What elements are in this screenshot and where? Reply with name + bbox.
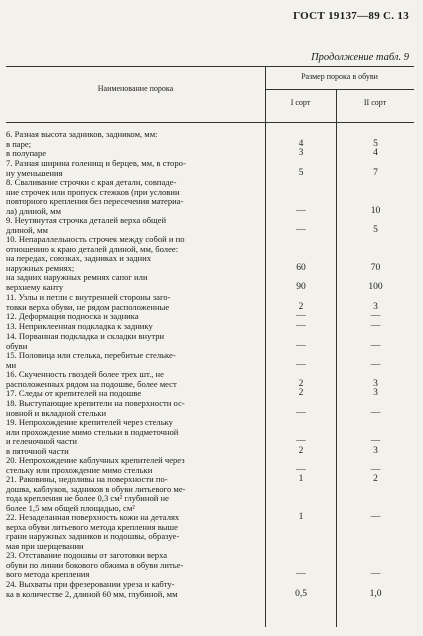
description-line: 18. Выступающие крепители на поверхности ос-: [6, 399, 185, 408]
value-line: 2: [298, 378, 304, 389]
value-line: 2: [373, 474, 378, 484]
description-line: обуви: [6, 340, 28, 351]
grade1-value: [266, 293, 336, 312]
description-line: тода крепления не более 0,3 см² глубиной не: [6, 493, 169, 504]
value-line: [266, 188, 336, 198]
value-line: 2: [298, 388, 304, 398]
defect-description: [6, 418, 261, 456]
value-line: 1,0: [369, 588, 382, 599]
value-line: [337, 542, 414, 552]
grade1-value: [266, 235, 336, 293]
value-line: 3: [373, 388, 378, 398]
value-line: —: [370, 340, 381, 351]
description-line: наружных ремнях;: [6, 262, 75, 273]
description-line: 7. Разная ширина голенищ и берцев, мм, в сторо-: [6, 159, 186, 168]
description-line: и геленочной части: [6, 436, 78, 447]
grade1-value: [266, 178, 336, 216]
grade1-value: [266, 418, 336, 456]
value-line: 5: [373, 138, 378, 149]
value-line: —: [296, 340, 306, 351]
grade2-value: [337, 456, 414, 475]
description-line: верха обуви литьевого метода крепления выше: [6, 521, 178, 532]
value-line: 3: [373, 445, 378, 456]
description-line: обуви по линии бокового обжима в обуви литье-: [6, 559, 184, 570]
description-line: на задних наружных ремнях сапог или: [6, 272, 148, 283]
description-line: 23. Отставание подошвы от заготовки верха: [6, 551, 168, 560]
grade2-value: [337, 513, 414, 551]
value-line: [337, 235, 414, 245]
value-line: [337, 523, 414, 533]
grade1-value: [266, 399, 336, 418]
value-line: 1: [298, 512, 304, 522]
value-line: [337, 245, 414, 255]
defect-description: [6, 399, 261, 418]
description-line: 6. Разная высота задников, задником, мм:: [6, 130, 158, 139]
value-line: 3: [373, 301, 378, 312]
defect-description: [6, 456, 261, 475]
value-line: 60: [296, 262, 306, 273]
description-line: в пяточной части: [6, 445, 69, 456]
description-line: повторного крепления без пересечения материа-: [6, 196, 184, 207]
description-line: 8. Сваливание строчки с края детали, совпаде-: [6, 178, 177, 187]
value-line: 7: [373, 167, 378, 178]
grade2-value: [337, 580, 414, 599]
grade2-value: [337, 235, 414, 293]
value-line: [266, 485, 336, 495]
description-line: 21. Раковины, недоливы на поверхности по-: [6, 475, 168, 484]
grade2-value: [337, 389, 414, 399]
defect-description: [6, 370, 261, 389]
description-line: 17. Следы от крепителей на подошве: [6, 389, 142, 398]
grade1-value: [266, 475, 336, 513]
value-line: 4: [298, 138, 304, 149]
value-line: [266, 178, 336, 188]
grade2-value: [337, 418, 414, 456]
description-line: 12. Деформация подноска и задника: [6, 312, 139, 321]
value-line: 100: [368, 281, 383, 292]
description-line: отношению к краю деталей длиной, мм, более:: [6, 243, 179, 254]
value-line: —: [370, 569, 381, 580]
description-line: на передах, союзках, задниках и задних: [6, 253, 152, 264]
defect-description: [6, 159, 261, 178]
grade1-value: [266, 322, 336, 332]
value-line: —: [370, 407, 381, 418]
value-line: [337, 485, 414, 495]
grade2-value: [337, 475, 414, 513]
value-line: 3: [298, 148, 304, 159]
description-line: ние строчек или пропуск стежков (при условии: [6, 186, 180, 197]
grade2-value: [337, 159, 414, 178]
defect-description: [6, 580, 261, 599]
defect-description: [6, 312, 261, 322]
grade1-value: [266, 216, 336, 235]
value-line: —: [296, 205, 306, 216]
value-line: [266, 494, 336, 504]
value-line: [266, 542, 336, 552]
value-line: [337, 551, 414, 561]
description-line: или прохождение мимо стельки в подметочной: [6, 426, 179, 437]
description-line: ну уменьшения: [6, 167, 63, 178]
description-line: длиной, мм: [6, 224, 48, 235]
value-line: —: [296, 311, 306, 321]
grade2-value: [337, 370, 414, 389]
grade2-value: [337, 332, 414, 351]
grade1-value: [266, 456, 336, 475]
value-line: —: [296, 224, 306, 235]
value-line: [266, 235, 336, 245]
description-line: в паре;: [6, 138, 32, 149]
value-line: [266, 551, 336, 561]
description-line: ми: [6, 359, 17, 370]
description-line: 16. Скученность гвоздей более трех шт., не: [6, 370, 164, 379]
grade1-value: [266, 159, 336, 178]
value-line: —: [296, 464, 306, 475]
description-line: более 1,5 мм общей площадью, см²: [6, 502, 135, 513]
grade2-value: [337, 130, 414, 159]
defect-description: [6, 513, 261, 551]
description-line: товки верха обуви, не рядом расположенные: [6, 301, 170, 312]
value-line: [337, 188, 414, 198]
value-line: [337, 418, 414, 428]
grade1-value: [266, 389, 336, 399]
column-header-grade2: II сорт: [363, 98, 387, 107]
table-continuation-label: Продолжение табл. 9: [311, 52, 409, 63]
value-line: 2: [298, 445, 304, 456]
value-line: [337, 532, 414, 542]
defect-description: [6, 322, 261, 332]
description-line: 20. Непрохождение каблучных крепителей через: [6, 456, 185, 465]
value-line: —: [370, 436, 381, 447]
value-line: [266, 418, 336, 428]
value-line: [266, 245, 336, 255]
defect-description: [6, 351, 261, 370]
grade2-value: [337, 351, 414, 370]
column-header-name: Наименование порока: [97, 84, 174, 93]
value-line: 1: [298, 474, 304, 484]
value-line: 0,5: [295, 588, 307, 599]
grade2-value: [337, 322, 414, 332]
defects-table: [6, 66, 414, 627]
description-line: ла) длиной, мм: [6, 205, 62, 216]
defect-description: [6, 130, 261, 159]
defect-description: [6, 551, 261, 580]
defect-description: [6, 293, 261, 312]
defect-description: [6, 332, 261, 351]
column-header-grade1: I сорт: [290, 98, 311, 107]
page-header: ГОСТ 19137—89 С. 13: [293, 10, 409, 22]
grade2-value: [337, 399, 414, 418]
value-line: 3: [373, 378, 378, 389]
value-line: 70: [370, 262, 381, 273]
grade1-value: [266, 130, 336, 159]
description-line: дошва, каблуков, задников в обуви литьевого ме-: [6, 483, 186, 494]
description-line: 10. Непараллельность строчек между собой и по: [6, 235, 185, 244]
description-line: 11. Узлы и петли с внутренней стороны заго-: [6, 293, 171, 302]
description-line: 19. Непрохождение крепителей через стельку: [6, 418, 173, 427]
value-line: —: [296, 321, 306, 331]
description-line: стельку или прохождение мимо стельки: [6, 464, 153, 475]
grade1-value: [266, 370, 336, 389]
table-body: [6, 124, 414, 624]
column-header-size: Размер порока в обуви: [301, 72, 378, 81]
defect-description: [6, 178, 261, 216]
value-line: —: [296, 359, 306, 370]
description-line: мая при шерщевании: [6, 540, 84, 551]
value-line: 10: [370, 205, 381, 216]
value-line: —: [370, 464, 381, 475]
value-line: 5: [373, 224, 378, 235]
value-line: [337, 494, 414, 504]
description-line: грани наружных задников и подошвы, образуе-: [6, 531, 180, 542]
value-line: [337, 178, 414, 188]
description-line: 24. Выхваты при фрезеровании уреза и кабту-: [6, 580, 175, 589]
description-line: верхнему канту: [6, 281, 64, 292]
defect-description: [6, 216, 261, 235]
description-line: вого метода крепления: [6, 569, 90, 580]
grade1-value: [266, 332, 336, 351]
defect-description: [6, 389, 261, 399]
description-line: 15. Половица или стелька, перебитые стельке-: [6, 351, 176, 360]
defect-description: [6, 235, 261, 293]
value-line: 5: [298, 167, 304, 178]
value-line: —: [370, 359, 381, 370]
header-divider: [265, 89, 414, 90]
grade2-value: [337, 178, 414, 216]
description-line: 22. Незаделанная поверхность кожи на деталях: [6, 513, 180, 522]
grade2-value: [337, 293, 414, 312]
value-line: —: [296, 569, 306, 580]
description-line: расположенных рядом на подошве, более мест: [6, 378, 177, 389]
description-line: 14. Порванная подкладка и складки внутри: [6, 332, 165, 341]
value-line: 90: [296, 281, 306, 292]
description-line: ка в количестве 2, длиной 60 мм, глубиной, мм: [6, 588, 178, 599]
value-line: —: [296, 407, 306, 418]
description-line: новной и вкладной стельки: [6, 407, 107, 418]
description-line: в полупаре: [6, 148, 47, 159]
value-line: —: [296, 436, 306, 447]
header-bottom-rule: [6, 122, 414, 123]
description-line: 9. Неутянутая строчка деталей верха общей: [6, 216, 167, 225]
description-line: 13. Неприклеенная подкладка к заднику: [6, 322, 153, 331]
defect-description: [6, 475, 261, 513]
value-line: —: [370, 311, 381, 321]
value-line: [266, 532, 336, 542]
value-line: —: [370, 321, 381, 331]
grade2-value: [337, 551, 414, 580]
value-line: —: [370, 512, 381, 522]
grade1-value: [266, 513, 336, 551]
value-line: 4: [373, 148, 378, 159]
value-line: [266, 523, 336, 533]
grade2-value: [337, 216, 414, 235]
grade1-value: [266, 580, 336, 599]
grade1-value: [266, 551, 336, 580]
grade1-value: [266, 351, 336, 370]
value-line: 2: [298, 301, 304, 312]
